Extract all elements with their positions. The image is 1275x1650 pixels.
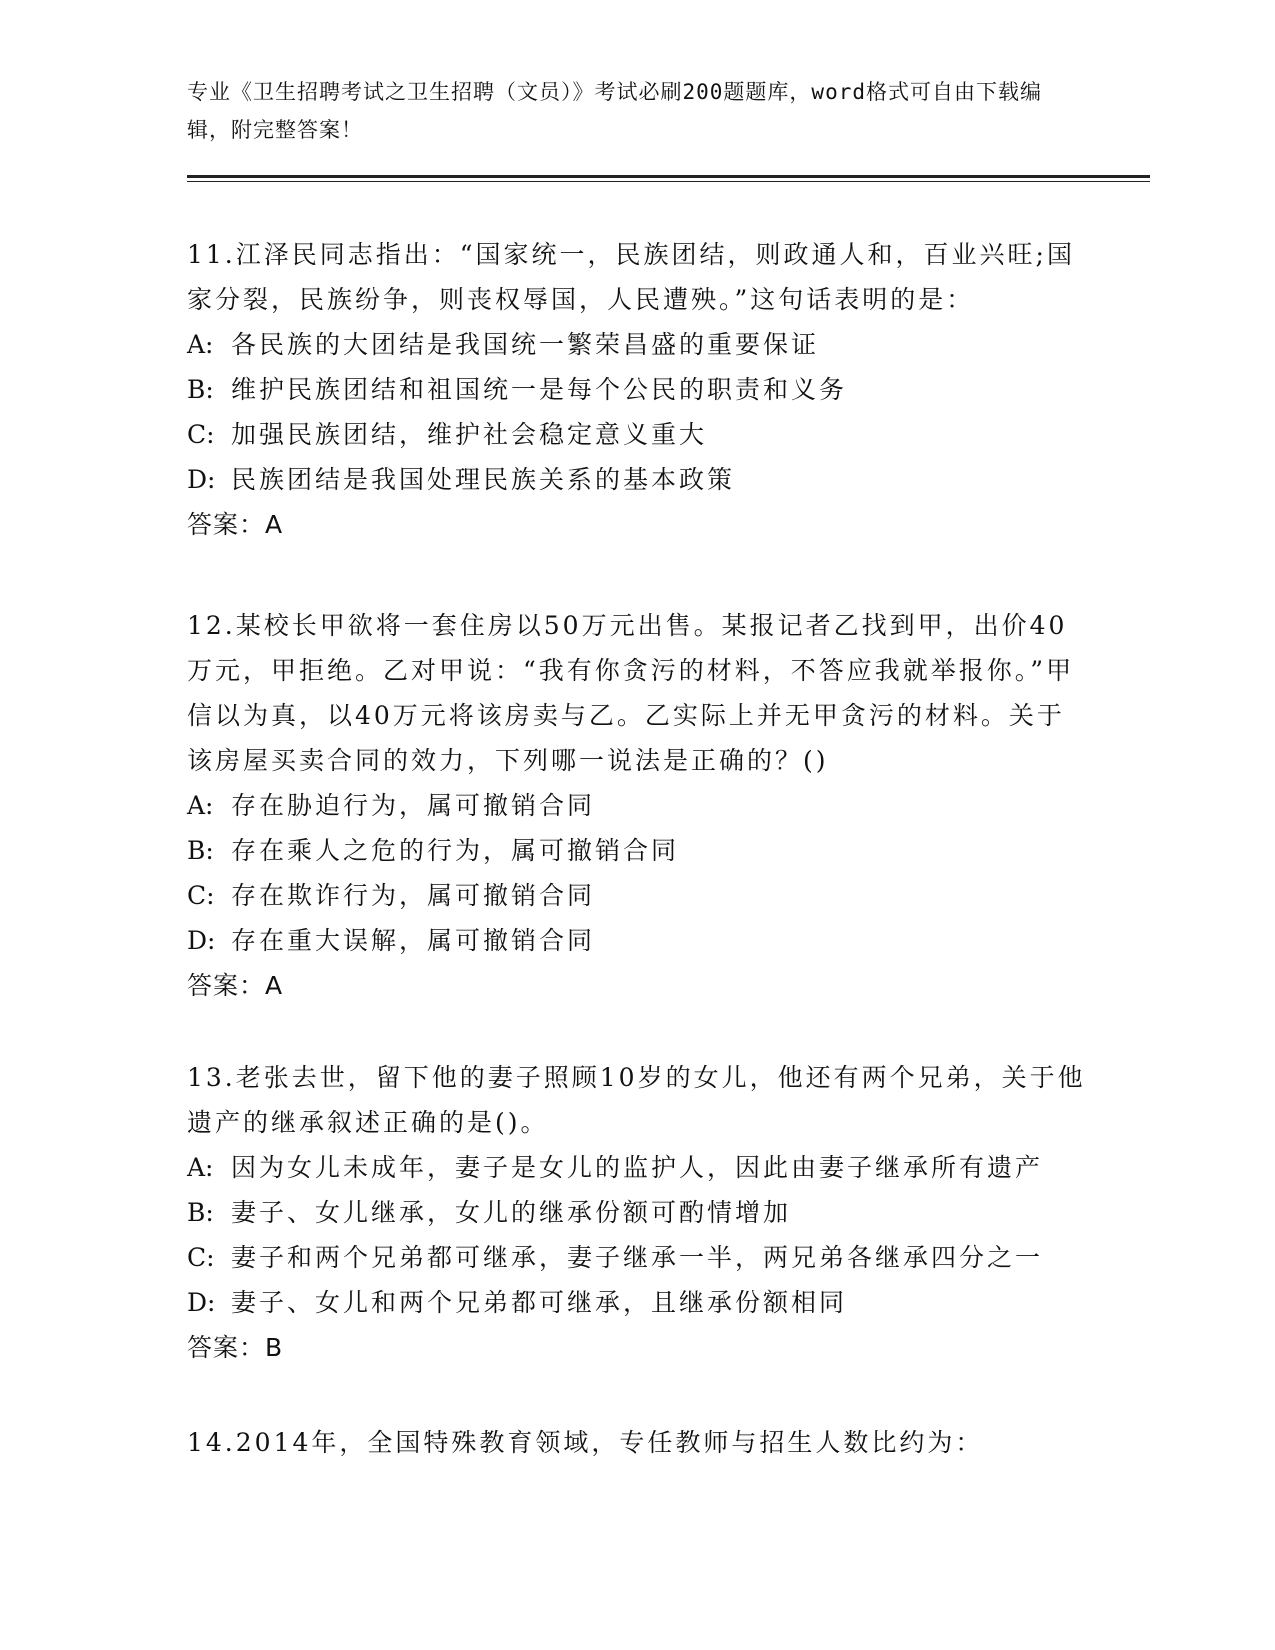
option-c — [187, 412, 1087, 457]
question-stem: 11.江泽民同志指出：“国家统一，民族团结，则政通人和，百业兴旺;国家分裂，民族纷争，则丧权辱国，人民遭殃。”这句话表明的是： — [187, 240, 1075, 314]
answer-line: 答案：A — [187, 510, 284, 539]
option-key: D: — [187, 1288, 216, 1317]
option-key: D: — [187, 926, 216, 955]
question-12 — [187, 603, 1087, 1008]
option-c — [187, 1235, 1087, 1280]
option-key: B: — [187, 836, 214, 865]
option-key: C: — [187, 420, 215, 449]
option-key: A: — [187, 1153, 214, 1182]
option-key: C: — [187, 881, 215, 910]
question-stem: 12.某校长甲欲将一套住房以50万元出售。某报记者乙找到甲，出价40万元，甲拒绝。乙对甲说：“我有你贪污的材料，不答应我就举报你。”甲信以为真，以40万元将该房卖与乙。乙实际上并无甲贪污的材料。关于该房屋买卖合同的效力，下列哪一说法是正确的？() — [187, 611, 1075, 775]
option-text: 各民族的大团结是我国统一繁荣昌盛的重要保证 — [231, 330, 820, 359]
option-key: B: — [187, 375, 214, 404]
option-key: A: — [187, 791, 214, 820]
option-a — [187, 783, 1087, 828]
option-d — [187, 1280, 1087, 1325]
question-11 — [187, 232, 1087, 547]
question-13 — [187, 1055, 1087, 1370]
answer-line: 答案：A — [187, 971, 284, 1000]
option-d — [187, 918, 1087, 963]
option-b — [187, 828, 1087, 873]
option-text: 维护民族团结和祖国统一是每个公民的职责和义务 — [231, 375, 848, 404]
option-key: A: — [187, 330, 214, 359]
question-stem: 14.2014年，全国特殊教育领域，专任教师与招生人数比约为： — [187, 1428, 984, 1457]
header-divider-thin — [187, 181, 1150, 182]
option-text: 存在重大误解，属可撤销合同 — [231, 926, 596, 955]
document-header: 专业《卫生招聘考试之卫生招聘（文员）》考试必刷200题题库，word格式可自由下载编辑，附完整答案！ — [187, 80, 1042, 142]
option-d — [187, 457, 1087, 502]
option-c — [187, 873, 1087, 918]
option-text: 存在乘人之危的行为，属可撤销合同 — [231, 836, 680, 865]
option-key: D: — [187, 465, 216, 494]
option-text: 妻子、女儿和两个兄弟都可继承，且继承份额相同 — [231, 1288, 848, 1317]
option-a — [187, 322, 1087, 367]
option-text: 存在欺诈行为，属可撤销合同 — [231, 881, 596, 910]
option-b — [187, 367, 1087, 412]
header-divider-thick — [187, 175, 1150, 178]
option-text: 民族团结是我国处理民族关系的基本政策 — [231, 465, 736, 494]
option-b — [187, 1190, 1087, 1235]
question-14 — [187, 1420, 1087, 1465]
question-stem: 13.老张去世，留下他的妻子照顾10岁的女儿，他还有两个兄弟，关于他遗产的继承叙述正确的是()。 — [187, 1063, 1086, 1137]
option-a — [187, 1145, 1087, 1190]
option-key: B: — [187, 1198, 214, 1227]
option-text: 因为女儿未成年，妻子是女儿的监护人，因此由妻子继承所有遗产 — [231, 1153, 1044, 1182]
answer-line: 答案：B — [187, 1333, 284, 1362]
option-key: C: — [187, 1243, 215, 1272]
option-text: 加强民族团结，维护社会稳定意义重大 — [231, 420, 708, 449]
option-text: 妻子、女儿继承，女儿的继承份额可酌情增加 — [231, 1198, 792, 1227]
option-text: 妻子和两个兄弟都可继承，妻子继承一半，两兄弟各继承四分之一 — [231, 1243, 1044, 1272]
option-text: 存在胁迫行为，属可撤销合同 — [231, 791, 596, 820]
